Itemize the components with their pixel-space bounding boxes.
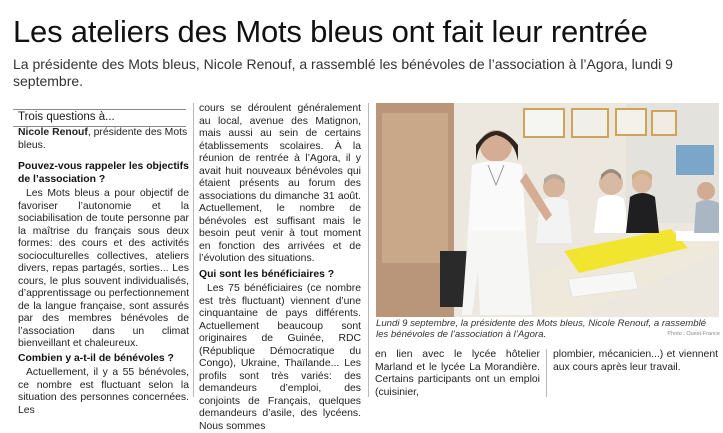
text-column-3 <box>375 349 540 397</box>
question-volunteers: Combien y a-t-il de bénévoles ? <box>18 352 174 364</box>
answer-beneficiaries-end: plombier, mécanicien...) et viennent aux cours après leur travail. <box>553 349 718 373</box>
column-divider <box>546 349 547 397</box>
answer-objectives: Les Mots bleus a pour objectif de favoriser l’autonomie et la sociabilisation de toute personne par la maîtrise du français sous deux formes: des cours et des activités socioculturelles collectives, ateliers divers, repas partagés, sorties... Les cours, le plus souvent individualisés, d’apprentissage ou perfectionnement de la langue française, sont assurés par des membres bénévoles de l’association dans un climat bienveillant et chaleureux. <box>18 188 189 349</box>
question-objectives: Pouvez-vous rappeler les objectifs de l’association ? <box>18 161 189 185</box>
column-divider <box>368 103 369 397</box>
column-divider <box>193 103 194 397</box>
interview-box-title: Trois questions à... <box>13 109 186 127</box>
interviewee-name: Nicole Renouf <box>18 127 88 138</box>
interview-intro <box>18 127 188 152</box>
text-column-1 <box>18 161 189 416</box>
text-column-2 <box>199 103 361 432</box>
meeting-photo-illustration <box>376 103 719 317</box>
answer-volunteers: Actuellement, il y a 55 bénévoles, ce nombre est fluctuant selon la situation des personnes concernées. Les <box>18 367 189 416</box>
answer-volunteers-cont: cours se déroulent généralement au local, avenue des Matignon, mais aussi au sein de certains établissements scolaires. À la réunion de rentrée à l’Agora, il y avait huit nouveaux bénévoles qui étaient présents au forum des associations du dimanche 31 août. Actuellement, le nombre de bénévoles est suffisant mais le besoin peut venir à tout moment en fonction des arrivées et de l’évolution des situations. <box>199 103 361 264</box>
text-column-4 <box>553 349 718 397</box>
article-photo <box>376 103 719 317</box>
photo-credit: Photo : Ouest-France <box>667 331 720 337</box>
answer-beneficiaries-cont: en lien avec le lycée hôtelier Marland et le lycée La Morandière. Certains participants ont un emploi (cuisinier, <box>375 349 540 398</box>
photo-caption: Lundi 9 septembre, la présidente des Mots bleus, Nicole Renouf, a rassemblé les bénévoles de l’association à l’Agora. <box>376 318 707 340</box>
standfirst: La présidente des Mots bleus, Nicole Renouf, a rassemblé les bénévoles de l’association à l’Agora, lundi 9 septembre. <box>13 56 673 89</box>
headline: Les ateliers des Mots bleus ont fait leur rentrée <box>13 14 648 49</box>
question-beneficiaries: Qui sont les bénéficiaires ? <box>199 268 335 280</box>
answer-beneficiaries: Les 75 bénéficiaires (ce nombre est très fluctuant) viennent d’une cinquantaine de pays différents. Actuellement beaucoup sont originaires de Guinée, RDC (République Démocratique du Congo), Ukraine, Thaïlande... Les profils sont très variés: des demandeurs d’emploi, des conjoints de Français, quelques demandeurs d’asile, des lycéens. Nous sommes <box>199 283 361 432</box>
interviewee-role: , présidente des Mots bleus. <box>18 127 188 151</box>
